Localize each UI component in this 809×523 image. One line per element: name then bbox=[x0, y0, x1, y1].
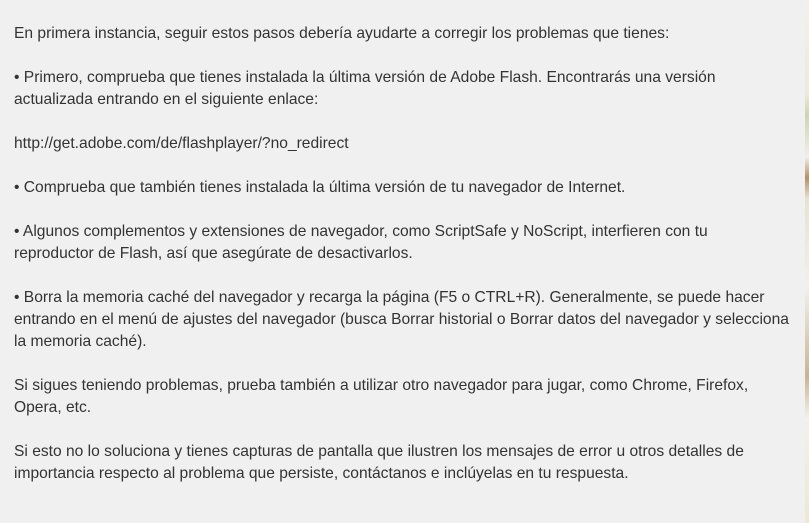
tip-other-browser: Si sigues teniendo problemas, prueba también a utilizar otro navegador para jugar, como Chrome, Firefox, Opera, etc. bbox=[14, 377, 749, 416]
step-clear-cache: • Borra la memoria caché del navegador y recarga la página (F5 o CTRL+R). Generalmente, se puede hacer entrando en el menú de ajustes del navegador (busca Borrar historial o Borrar datos del navegador y selecciona la memoria caché). bbox=[14, 289, 789, 350]
step-update-flash: • Primero, comprueba que tienes instalada la última versión de Adobe Flash. Encontrarás una versión actualizada entrando en el siguiente enlace: bbox=[14, 69, 716, 108]
flash-download-link: http://get.adobe.com/de/flashplayer/?no_redirect bbox=[14, 135, 349, 152]
step-update-browser: • Comprueba que también tienes instalada la última versión de tu navegador de Internet. bbox=[14, 179, 626, 196]
background-edge bbox=[805, 0, 809, 523]
step-disable-extensions: • Algunos complementos y extensiones de navegador, como ScriptSafe y NoScript, interfieren con tu reproductor de Flash, así que asegúrate de desactivarlos. bbox=[14, 223, 708, 262]
intro-text: En primera instancia, seguir estos pasos debería ayudarte a corregir los problemas que tienes: bbox=[14, 25, 670, 42]
closing-text: Si esto no lo soluciona y tienes capturas de pantalla que ilustren los mensajes de error u otros detalles de importancia respecto al problema que persiste, contáctanos e inclúyelas en tu respuesta. bbox=[14, 443, 744, 482]
